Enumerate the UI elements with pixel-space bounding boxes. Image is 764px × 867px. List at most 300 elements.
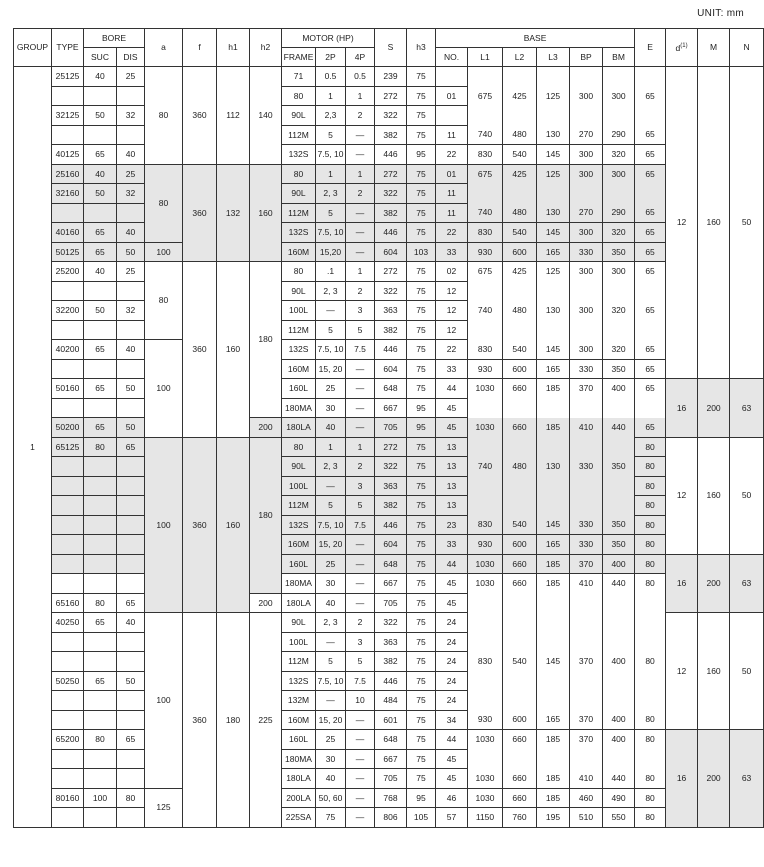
no-cell: 12: [436, 320, 468, 340]
dis-cell: 40: [117, 613, 145, 633]
type-cell: [52, 769, 84, 789]
h3-cell: 75: [407, 554, 436, 574]
header-group: GROUP: [14, 29, 52, 67]
dis-cell: 50: [117, 418, 145, 438]
s-cell: 667: [375, 749, 407, 769]
s-cell: 667: [375, 574, 407, 594]
p2-cell: 40: [316, 593, 346, 613]
type-cell: 40160: [52, 223, 84, 243]
p4-cell: —: [346, 593, 375, 613]
h3-cell: 95: [407, 398, 436, 418]
table-row: [14, 67, 764, 87]
s-cell: 446: [375, 145, 407, 165]
p2-cell: 15, 20: [316, 535, 346, 555]
suc-cell: [84, 515, 117, 535]
h3-cell: 75: [407, 535, 436, 555]
suc-cell: [84, 457, 117, 477]
h3-cell: 75: [407, 301, 436, 321]
f-cell: 360: [183, 67, 217, 165]
type-cell: [52, 496, 84, 516]
p4-cell: 2: [346, 613, 375, 633]
header-m: M: [698, 29, 730, 67]
suc-cell: 40: [84, 67, 117, 87]
table-row: [14, 515, 764, 535]
dis-cell: [117, 515, 145, 535]
h2-cell: 180: [250, 437, 282, 593]
l2-cell: 600: [503, 710, 537, 730]
p2-cell: 40: [316, 418, 346, 438]
h3-cell: 75: [407, 164, 436, 184]
bp-cell: 270: [570, 125, 603, 145]
frame-cell: 112M: [282, 203, 316, 223]
l1-cell: [468, 593, 503, 613]
dis-cell: [117, 496, 145, 516]
no-cell: 11: [436, 125, 468, 145]
l3-cell: 145: [537, 515, 570, 535]
bp-cell: 330: [570, 242, 603, 262]
frame-cell: 132M: [282, 691, 316, 711]
h3-cell: 75: [407, 106, 436, 126]
a-cell: 100: [145, 613, 183, 789]
frame-cell: 180MA: [282, 574, 316, 594]
h3-cell: 75: [407, 593, 436, 613]
p4-cell: 3: [346, 632, 375, 652]
p2-cell: 7.5, 10: [316, 340, 346, 360]
m-cell: 200: [698, 554, 730, 613]
suc-cell: [84, 320, 117, 340]
suc-cell: [84, 281, 117, 301]
s-cell: 601: [375, 710, 407, 730]
frame-cell: 90L: [282, 457, 316, 477]
type-cell: 65125: [52, 437, 84, 457]
l3-cell: [537, 593, 570, 613]
l1-cell: 740: [468, 301, 503, 321]
s-cell: 272: [375, 86, 407, 106]
p2-cell: 5: [316, 203, 346, 223]
e-cell: [635, 320, 666, 340]
l2-cell: 480: [503, 301, 537, 321]
p4-cell: 2: [346, 457, 375, 477]
h3-cell: 75: [407, 749, 436, 769]
type-cell: [52, 457, 84, 477]
l2-cell: 540: [503, 223, 537, 243]
l3-cell: [537, 691, 570, 711]
p2-cell: 25: [316, 379, 346, 399]
d-cell: 16: [666, 730, 698, 828]
no-cell: 13: [436, 437, 468, 457]
l2-cell: 660: [503, 418, 537, 438]
l2-cell: 425: [503, 164, 537, 184]
l3-cell: [537, 281, 570, 301]
table-row: [14, 125, 764, 145]
l1-cell: [468, 320, 503, 340]
dis-cell: [117, 652, 145, 672]
bm-cell: [603, 632, 635, 652]
bm-cell: [603, 671, 635, 691]
p2-cell: 2, 3: [316, 457, 346, 477]
dis-cell: 32: [117, 106, 145, 126]
s-cell: 446: [375, 671, 407, 691]
e-cell: 65: [635, 262, 666, 282]
bp-cell: 510: [570, 808, 603, 828]
bp-cell: 330: [570, 359, 603, 379]
dis-cell: [117, 203, 145, 223]
no-cell: 45: [436, 593, 468, 613]
header-h2: h2: [250, 29, 282, 67]
e-cell: [635, 184, 666, 204]
a-cell: 125: [145, 788, 183, 827]
no-cell: 45: [436, 418, 468, 438]
p4-cell: 1: [346, 262, 375, 282]
l1-cell: 930: [468, 710, 503, 730]
l2-cell: [503, 320, 537, 340]
p4-cell: 3: [346, 301, 375, 321]
h3-cell: 75: [407, 457, 436, 477]
l2-cell: 600: [503, 359, 537, 379]
dis-cell: 40: [117, 223, 145, 243]
suc-cell: [84, 86, 117, 106]
l1-cell: 1030: [468, 379, 503, 399]
l3-cell: 185: [537, 788, 570, 808]
s-cell: 322: [375, 281, 407, 301]
p4-cell: 3: [346, 476, 375, 496]
table-row: [14, 223, 764, 243]
dis-cell: 25: [117, 67, 145, 87]
l3-cell: 125: [537, 164, 570, 184]
s-cell: 322: [375, 106, 407, 126]
p2-cell: 7.5, 10: [316, 515, 346, 535]
bp-cell: 300: [570, 301, 603, 321]
no-cell: 45: [436, 574, 468, 594]
p4-cell: 7.5: [346, 340, 375, 360]
l2-cell: [503, 691, 537, 711]
p4-cell: —: [346, 574, 375, 594]
e-cell: [635, 281, 666, 301]
dis-cell: 25: [117, 262, 145, 282]
suc-cell: 65: [84, 613, 117, 633]
h1-cell: 180: [217, 613, 250, 828]
s-cell: 239: [375, 67, 407, 87]
h3-cell: 95: [407, 418, 436, 438]
suc-cell: [84, 749, 117, 769]
p4-cell: —: [346, 398, 375, 418]
h3-cell: 75: [407, 710, 436, 730]
l2-cell: [503, 398, 537, 418]
m-cell: 200: [698, 379, 730, 438]
l3-cell: [537, 398, 570, 418]
s-cell: 705: [375, 593, 407, 613]
header-2p: 2P: [316, 48, 346, 67]
bp-cell: 460: [570, 788, 603, 808]
l3-cell: [537, 476, 570, 496]
h3-cell: 75: [407, 730, 436, 750]
h3-cell: 75: [407, 262, 436, 282]
s-cell: 382: [375, 652, 407, 672]
h3-cell: 75: [407, 67, 436, 87]
l3-cell: 145: [537, 145, 570, 165]
bp-cell: [570, 671, 603, 691]
e-cell: 65: [635, 203, 666, 223]
no-cell: 22: [436, 223, 468, 243]
l3-cell: [537, 671, 570, 691]
type-cell: 32160: [52, 184, 84, 204]
frame-cell: 160L: [282, 554, 316, 574]
l3-cell: 185: [537, 574, 570, 594]
frame-cell: 100L: [282, 476, 316, 496]
p4-cell: 2: [346, 184, 375, 204]
bm-cell: 320: [603, 340, 635, 360]
p2-cell: 2,3: [316, 106, 346, 126]
table-row: [14, 457, 764, 477]
dis-cell: [117, 398, 145, 418]
e-cell: 65: [635, 164, 666, 184]
bm-cell: [603, 593, 635, 613]
no-cell: 13: [436, 476, 468, 496]
p2-cell: 1: [316, 86, 346, 106]
p2-cell: 1: [316, 437, 346, 457]
l1-cell: 930: [468, 242, 503, 262]
pump-dimension-table: [13, 28, 764, 828]
a-cell: 100: [145, 340, 183, 438]
l1-cell: [468, 398, 503, 418]
l3-cell: [537, 437, 570, 457]
l2-cell: 660: [503, 788, 537, 808]
dis-cell: 40: [117, 145, 145, 165]
bp-cell: [570, 496, 603, 516]
bm-cell: 400: [603, 710, 635, 730]
e-cell: 80: [635, 652, 666, 672]
s-cell: 272: [375, 262, 407, 282]
table-row: [14, 203, 764, 223]
e-cell: 65: [635, 242, 666, 262]
bp-cell: 370: [570, 652, 603, 672]
e-cell: 80: [635, 808, 666, 828]
frame-cell: 112M: [282, 125, 316, 145]
suc-cell: [84, 203, 117, 223]
frame-cell: 100L: [282, 632, 316, 652]
table-row: [14, 535, 764, 555]
type-cell: [52, 476, 84, 496]
no-cell: 12: [436, 301, 468, 321]
p2-cell: 7.5, 10: [316, 671, 346, 691]
l1-cell: [468, 691, 503, 711]
e-cell: 65: [635, 379, 666, 399]
unit-label: UNIT: mm: [697, 8, 744, 19]
l3-cell: 130: [537, 457, 570, 477]
bp-cell: 300: [570, 340, 603, 360]
type-cell: [52, 281, 84, 301]
l2-cell: 425: [503, 262, 537, 282]
header-d-text: d: [675, 42, 681, 53]
frame-cell: 160M: [282, 242, 316, 262]
p2-cell: 30: [316, 749, 346, 769]
e-cell: 80: [635, 457, 666, 477]
e-cell: 80: [635, 788, 666, 808]
type-cell: [52, 691, 84, 711]
p4-cell: —: [346, 730, 375, 750]
p4-cell: 5: [346, 320, 375, 340]
l1-cell: 930: [468, 359, 503, 379]
l2-cell: 480: [503, 203, 537, 223]
bp-cell: 330: [570, 457, 603, 477]
e-cell: 65: [635, 145, 666, 165]
bp-cell: [570, 106, 603, 126]
bp-cell: [570, 320, 603, 340]
e-cell: 80: [635, 574, 666, 594]
e-cell: 65: [635, 223, 666, 243]
type-cell: 50250: [52, 671, 84, 691]
e-cell: [635, 67, 666, 87]
header-l1: L1: [468, 48, 503, 67]
type-cell: 25200: [52, 262, 84, 282]
header-frame: FRAME: [282, 48, 316, 67]
l1-cell: 740: [468, 203, 503, 223]
a-cell: 100: [145, 437, 183, 613]
h3-cell: 75: [407, 632, 436, 652]
frame-cell: 132S: [282, 223, 316, 243]
bp-cell: 300: [570, 145, 603, 165]
p4-cell: —: [346, 554, 375, 574]
l3-cell: 185: [537, 379, 570, 399]
bm-cell: [603, 613, 635, 633]
l3-cell: [537, 106, 570, 126]
l3-cell: 165: [537, 359, 570, 379]
frame-cell: 160M: [282, 359, 316, 379]
no-cell: 45: [436, 749, 468, 769]
no-cell: 13: [436, 457, 468, 477]
no-cell: 45: [436, 398, 468, 418]
s-cell: 382: [375, 496, 407, 516]
frame-cell: 112M: [282, 652, 316, 672]
s-cell: 705: [375, 418, 407, 438]
no-cell: 13: [436, 496, 468, 516]
no-cell: 11: [436, 184, 468, 204]
type-cell: 25160: [52, 164, 84, 184]
bp-cell: 300: [570, 262, 603, 282]
l1-cell: 830: [468, 515, 503, 535]
s-cell: 667: [375, 398, 407, 418]
table-row: [14, 808, 764, 828]
e-cell: 80: [635, 710, 666, 730]
bm-cell: 490: [603, 788, 635, 808]
h3-cell: 75: [407, 496, 436, 516]
s-cell: 806: [375, 808, 407, 828]
l1-cell: [468, 106, 503, 126]
no-cell: 22: [436, 340, 468, 360]
type-cell: [52, 710, 84, 730]
e-cell: 65: [635, 359, 666, 379]
h1-cell: 160: [217, 262, 250, 438]
l2-cell: 760: [503, 808, 537, 828]
l2-cell: [503, 184, 537, 204]
l1-cell: [468, 184, 503, 204]
table-row: [14, 691, 764, 711]
frame-cell: 80: [282, 164, 316, 184]
h2-cell: 160: [250, 164, 282, 262]
l1-cell: [468, 613, 503, 633]
s-cell: 363: [375, 476, 407, 496]
dis-cell: 80: [117, 788, 145, 808]
table-row: [14, 593, 764, 613]
dis-cell: [117, 749, 145, 769]
bp-cell: [570, 593, 603, 613]
l2-cell: [503, 496, 537, 516]
l2-cell: [503, 749, 537, 769]
p2-cell: —: [316, 691, 346, 711]
l3-cell: 165: [537, 242, 570, 262]
s-cell: 322: [375, 457, 407, 477]
l2-cell: 540: [503, 652, 537, 672]
suc-cell: 65: [84, 223, 117, 243]
frame-cell: 160M: [282, 535, 316, 555]
l1-cell: 1030: [468, 554, 503, 574]
p2-cell: 7.5, 10: [316, 145, 346, 165]
header-f: f: [183, 29, 217, 67]
suc-cell: 65: [84, 418, 117, 438]
e-cell: 80: [635, 535, 666, 555]
l1-cell: 675: [468, 86, 503, 106]
p2-cell: 2, 3: [316, 281, 346, 301]
bp-cell: [570, 691, 603, 711]
l3-cell: 145: [537, 223, 570, 243]
header-motor: MOTOR (HP): [282, 29, 375, 48]
dis-cell: 50: [117, 379, 145, 399]
a-cell: 80: [145, 164, 183, 242]
bm-cell: 300: [603, 164, 635, 184]
table-row: [14, 554, 764, 574]
m-cell: 160: [698, 437, 730, 554]
dis-cell: [117, 574, 145, 594]
bp-cell: [570, 398, 603, 418]
a-cell: 80: [145, 67, 183, 165]
type-cell: 40250: [52, 613, 84, 633]
bp-cell: 300: [570, 164, 603, 184]
l3-cell: [537, 184, 570, 204]
table-row: [14, 496, 764, 516]
frame-cell: 132S: [282, 671, 316, 691]
bp-cell: 300: [570, 223, 603, 243]
bm-cell: 320: [603, 223, 635, 243]
type-cell: 80160: [52, 788, 84, 808]
frame-cell: 112M: [282, 320, 316, 340]
l1-cell: 675: [468, 164, 503, 184]
header-l2: L2: [503, 48, 537, 67]
suc-cell: 65: [84, 145, 117, 165]
h1-cell: 160: [217, 437, 250, 613]
s-cell: 648: [375, 379, 407, 399]
frame-cell: 80: [282, 86, 316, 106]
s-cell: 446: [375, 515, 407, 535]
suc-cell: 40: [84, 262, 117, 282]
h3-cell: 75: [407, 515, 436, 535]
table-row: [14, 613, 764, 633]
e-cell: [635, 671, 666, 691]
suc-cell: 65: [84, 340, 117, 360]
type-cell: 50160: [52, 379, 84, 399]
h2-cell: 200: [250, 593, 282, 613]
table-row: [14, 164, 764, 184]
d-cell: 12: [666, 613, 698, 730]
frame-cell: 132S: [282, 515, 316, 535]
dis-cell: 50: [117, 242, 145, 262]
l1-cell: [468, 632, 503, 652]
dis-cell: [117, 554, 145, 574]
header-l3: L3: [537, 48, 570, 67]
l2-cell: 660: [503, 379, 537, 399]
l1-cell: 1030: [468, 574, 503, 594]
h3-cell: 75: [407, 613, 436, 633]
l3-cell: 130: [537, 203, 570, 223]
